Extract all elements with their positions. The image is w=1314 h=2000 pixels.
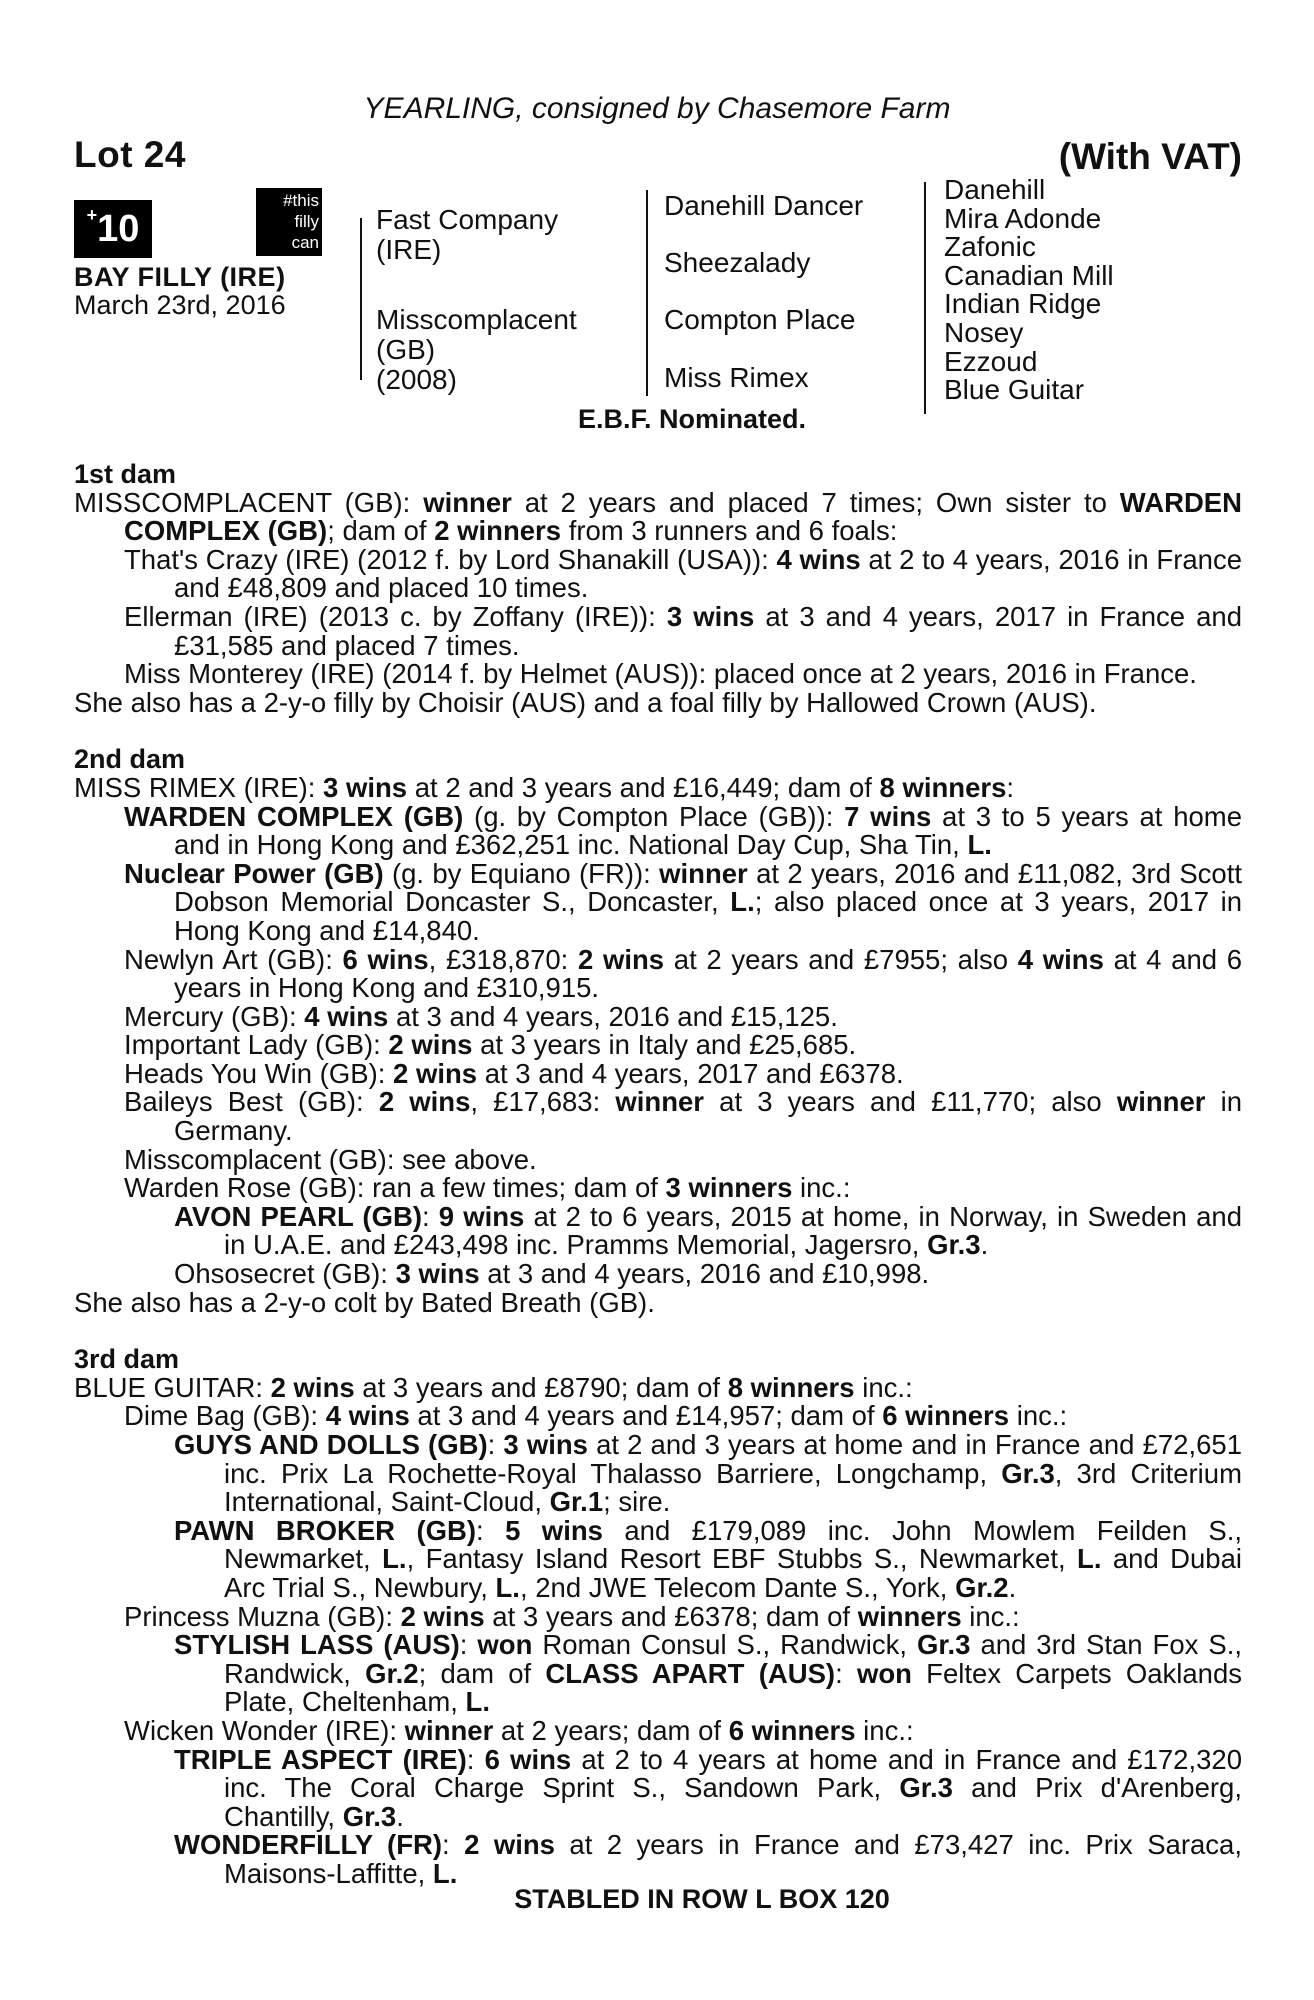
emphasis-text: STYLISH LASS (AUS): [174, 1629, 460, 1661]
emphasis-text: PAWN BROKER (GB): [174, 1514, 477, 1546]
stabling-note: STABLED IN ROW L BOX 120: [514, 1884, 890, 1914]
emphasis-text: Gr.3: [927, 1229, 981, 1261]
section-title: 2nd dam: [74, 744, 186, 775]
entry-text: at 3 years in Italy and £25,685.: [472, 1029, 857, 1061]
pedigree-gen3: Danehill Mira Adonde Zafonic Canadian Mill Indian Ridge Nosey Ezzoud Blue Guitar: [944, 174, 1114, 406]
produce-entry: [74, 1057, 1242, 1089]
entry-text: inc.:: [854, 1371, 913, 1403]
emphasis-text: 6 winners: [882, 1400, 1010, 1432]
entry-text: at 2 years in France and £73,427 inc. Prix Saraca, Maisons-Laffitte,: [224, 1829, 1242, 1889]
entry-text: She also has a 2-y-o colt by Bated Breath (GB).: [74, 1286, 655, 1318]
entry-text: at 3 years and £8790; dam of: [354, 1371, 728, 1403]
produce-entry: [74, 1631, 1242, 1717]
emphasis-text: 8 winners: [879, 771, 1007, 803]
entry-text: Wicken Wonder (IRE):: [124, 1714, 405, 1746]
entry-text: Misscomplacent (GB): see above.: [124, 1143, 537, 1175]
pedigree-gen2-1: Danehill Dancer: [664, 190, 864, 221]
emphasis-text: Nuclear Power (GB): [124, 857, 384, 889]
entry-text: at 2 years, 2016 and £11,082, 3rd Scott Dobson Memorial Doncaster S., Doncaster,: [174, 857, 1242, 918]
produce-entry: [74, 1031, 1242, 1060]
produce-entry: [74, 1000, 1242, 1032]
entry-text: :: [1006, 771, 1015, 803]
entry-text: Heads You Win (GB):: [124, 1057, 394, 1089]
plus-10-badge-icon: +10: [74, 200, 152, 258]
emphasis-text: GUYS AND DOLLS (GB): [174, 1429, 488, 1460]
emphasis-text: winner: [659, 857, 748, 889]
produce-entry: [74, 1600, 1242, 1632]
emphasis-text: 2 wins: [400, 1600, 485, 1632]
entry-text: , £17,683:: [470, 1086, 616, 1118]
emphasis-text: CLASS APART (AUS): [545, 1657, 836, 1689]
produce-entry: [74, 1431, 1242, 1517]
emphasis-text: Gr.1: [549, 1486, 604, 1518]
entry-text: at 3 and 4 years, 2016 and £15,125.: [388, 1000, 838, 1032]
produce-entry: [74, 800, 1242, 861]
emphasis-text: won: [856, 1657, 912, 1689]
pedigree-divider: [646, 190, 648, 396]
entry-text: at 3 years and £6378; dam of: [484, 1600, 858, 1632]
entry-text: at 2 years; dam of: [493, 1714, 729, 1746]
pedigree-divider: [924, 182, 926, 414]
produce-entry: [74, 486, 1243, 547]
produce-entry: [74, 686, 1242, 718]
produce-entry: [74, 1714, 1242, 1746]
entry-text: .: [1008, 1571, 1017, 1603]
entry-text: Baileys Best (GB):: [124, 1086, 379, 1118]
entry-text: :: [476, 1514, 506, 1546]
entry-text: ; also placed once at 3 years, 2017 in Hong Kong and £14,840.: [174, 886, 1242, 946]
entry-text: ; dam of: [327, 515, 435, 547]
entry-text: :: [421, 1200, 439, 1232]
entry-text: That's Crazy (IRE) (2012 f. by Lord Shanakill (USA)):: [124, 543, 777, 575]
emphasis-text: 3 wins: [503, 1429, 588, 1460]
emphasis-text: 2 wins: [577, 943, 665, 975]
produce-entry: [74, 1088, 1242, 1145]
lot-number: Lot 24: [74, 134, 186, 175]
entry-text: and Prix d'Arenberg, Chantilly,: [224, 1772, 1242, 1832]
entry-text: :: [835, 1657, 857, 1689]
produce-entry: [74, 1371, 1242, 1403]
produce-entry: [74, 543, 1243, 604]
emphasis-text: WONDERFILLY (FR): [174, 1829, 443, 1861]
entry-text: at 3 to 5 years at home and in Hong Kong and £362,251 inc. National Day Cup, Sha Tin,: [174, 800, 1242, 861]
emphasis-text: winner: [423, 486, 512, 518]
entry-text: at 2 to 4 years at home and in France and £172,320 inc. The Coral Charge Sprint S., Sandown Park,: [224, 1743, 1243, 1804]
emphasis-text: 8 winners: [727, 1371, 855, 1403]
emphasis-text: WARDEN COMPLEX (GB): [124, 486, 1243, 547]
entry-text: Princess Muzna (GB):: [124, 1600, 401, 1632]
entry-text: inc.:: [1009, 1400, 1068, 1432]
entry-text: and 3rd Stan Fox S., Randwick,: [224, 1629, 1242, 1689]
emphasis-text: won: [477, 1629, 533, 1661]
emphasis-text: 3 wins: [666, 600, 755, 632]
produce-entry: [74, 943, 1243, 1004]
entry-text: at 2 years and £7955; also: [664, 943, 1018, 975]
emphasis-text: 4 wins: [776, 543, 861, 575]
entry-text: Miss Monterey (IRE) (2014 f. by Helmet (AUS)): placed once at 2 years, 2016 in France.: [124, 658, 1197, 690]
entry-text: , Fantasy Island Resort EBF Stubbs S., Newmarket,: [406, 1543, 1078, 1575]
emphasis-text: 5 wins: [505, 1514, 603, 1546]
entry-text: at 3 and 4 years, 2017 and £6378.: [477, 1057, 904, 1089]
entry-text: (g. by Compton Place (GB)):: [463, 800, 845, 832]
emphasis-text: 6 wins: [484, 1743, 572, 1775]
emphasis-text: WARDEN COMPLEX (GB): [124, 800, 464, 832]
emphasis-text: L.: [730, 886, 755, 918]
horse-dob: March 23rd, 2016: [74, 290, 286, 320]
section-gap: [74, 717, 1242, 745]
emphasis-text: 4 wins: [325, 1400, 410, 1432]
emphasis-text: 2 winners: [434, 515, 562, 547]
produce-entry: [74, 1514, 1243, 1603]
entry-text: Dime Bag (GB):: [124, 1400, 326, 1432]
this-filly-can-badge-icon: #this filly can: [256, 188, 322, 256]
produce-entry: [74, 1174, 1242, 1203]
entry-text: and Dubai Arc Trial S., Newbury,: [224, 1543, 1243, 1603]
entry-text: MISS RIMEX (IRE):: [74, 771, 324, 803]
produce-entry: [74, 771, 1242, 803]
emphasis-text: 3 winners: [665, 1172, 793, 1204]
emphasis-text: TRIPLE ASPECT (IRE): [174, 1743, 467, 1775]
entry-text: :: [487, 1429, 504, 1460]
emphasis-text: 3 wins: [323, 771, 408, 803]
emphasis-text: 2 wins: [393, 1057, 478, 1089]
entry-text: at 4 and 6 years in Hong Kong and £310,915.: [174, 943, 1243, 1004]
emphasis-text: 3 wins: [395, 1258, 480, 1290]
produce-entry: [74, 1286, 1242, 1318]
emphasis-text: 2 wins: [270, 1371, 355, 1403]
emphasis-text: 4 wins: [1017, 943, 1104, 975]
section-title: 1st dam: [74, 459, 177, 489]
entry-text: at 3 years and £11,770; also: [704, 1086, 1117, 1118]
emphasis-text: 6 wins: [342, 943, 429, 975]
emphasis-text: 4 wins: [304, 1000, 389, 1032]
pedigree-gen2-4: Miss Rimex: [664, 362, 809, 393]
emphasis-text: Gr.2: [365, 1657, 419, 1689]
entry-text: Ellerman (IRE) (2013 c. by Zoffany (IRE)):: [124, 600, 667, 632]
entry-text: at 2 to 6 years, 2015 at home, in Norway, in Sweden and in U.A.E. and £243,498 inc. Pramms Memorial, Jagersro,: [224, 1200, 1242, 1261]
pedigree-sire: Fast Company (IRE): [376, 204, 559, 265]
pedigree-gen2-2: Sheezalady: [664, 247, 811, 278]
entry-text: ; sire.: [603, 1486, 671, 1518]
emphasis-text: 6 winners: [728, 1714, 856, 1746]
horse-sex-breed: BAY FILLY (IRE): [74, 262, 286, 292]
entry-text: :: [459, 1629, 478, 1661]
produce-record: [74, 460, 1242, 1889]
entry-text: Mercury (GB):: [124, 1000, 305, 1032]
emphasis-text: L.: [432, 1857, 458, 1889]
entry-text: , 3rd Criterium International, Saint-Cloud,: [224, 1457, 1242, 1518]
pedigree-divider: [360, 218, 362, 380]
pedigree-gen2-3: Compton Place: [664, 304, 856, 335]
entry-text: at 3 and 4 years and £14,957; dam of: [409, 1400, 883, 1432]
entry-text: ; dam of: [418, 1657, 546, 1689]
produce-entry: [74, 1743, 1243, 1832]
produce-entry: [74, 1143, 1242, 1175]
entry-text: in Germany.: [174, 1086, 1243, 1147]
entry-text: inc.:: [961, 1600, 1020, 1632]
entry-text: at 2 and 3 years and £16,449; dam of: [407, 771, 880, 803]
emphasis-text: 2 wins: [378, 1086, 471, 1118]
entry-text: She also has a 2-y-o filly by Choisir (AUS) and a foal filly by Hallowed Crown (AUS).: [74, 686, 1097, 718]
emphasis-text: Gr.3: [342, 1800, 397, 1832]
emphasis-text: winner: [404, 1714, 494, 1746]
emphasis-text: AVON PEARL (GB): [174, 1200, 422, 1232]
emphasis-text: 9 wins: [438, 1200, 525, 1232]
entry-text: MISSCOMPLACENT (GB):: [74, 486, 424, 518]
produce-entry: [74, 1260, 1242, 1289]
emphasis-text: L.: [465, 1686, 490, 1718]
emphasis-text: Gr.3: [1001, 1457, 1055, 1489]
entry-text: at 2 years and placed 7 times; Own sister to: [511, 486, 1120, 518]
entry-text: at 3 and 4 years, 2016 and £10,998.: [479, 1258, 930, 1290]
consignment-heading: YEARLING, consigned by Chasemore Farm: [363, 92, 951, 125]
entry-text: from 3 runners and 6 foals:: [561, 515, 898, 547]
emphasis-text: L.: [967, 829, 992, 861]
section-gap: [74, 1317, 1242, 1345]
emphasis-text: winner: [1116, 1086, 1206, 1118]
emphasis-text: Gr.3: [916, 1629, 971, 1661]
entry-text: at 2 and 3 years at home and in France and £72,651 inc. Prix La Rochette-Royal Thalasso Barriere, Longchamp,: [224, 1429, 1243, 1489]
entry-text: :: [442, 1829, 465, 1861]
entry-text: BLUE GUITAR:: [74, 1371, 271, 1403]
entry-text: at 3 and 4 years, 2017 in France and £31,585 and placed 7 times.: [174, 600, 1243, 661]
entry-text: at 2 to 4 years, 2016 in France and £48,809 and placed 10 times.: [174, 543, 1243, 604]
entry-text: :: [466, 1743, 485, 1775]
emphasis-text: L.: [382, 1543, 407, 1575]
produce-entry: [74, 857, 1242, 946]
entry-text: Important Lady (GB):: [124, 1029, 389, 1061]
emphasis-text: Gr.2: [955, 1571, 1009, 1603]
produce-entry: [74, 1831, 1242, 1888]
emphasis-text: 2 wins: [464, 1829, 555, 1861]
entry-text: and £179,089 inc. John Mowlem Feilden S., Newmarket,: [224, 1514, 1243, 1575]
emphasis-text: L.: [1077, 1543, 1102, 1575]
produce-entry: [74, 1200, 1242, 1261]
produce-entry: [74, 660, 1242, 689]
emphasis-text: winner: [615, 1086, 704, 1118]
entry-text: Ohsosecret (GB):: [174, 1258, 396, 1290]
entry-text: inc.:: [792, 1172, 851, 1204]
entry-text: (g. by Equiano (FR)):: [383, 857, 660, 889]
entry-text: Warden Rose (GB): ran a few times; dam of: [124, 1172, 666, 1204]
emphasis-text: 2 wins: [388, 1029, 473, 1061]
produce-entry: [74, 1402, 1242, 1431]
entry-text: .: [396, 1800, 404, 1832]
entry-text: Feltex Carpets Oaklands Plate, Cheltenham,: [224, 1657, 1242, 1718]
emphasis-text: 7 wins: [844, 800, 932, 832]
entry-text: .: [980, 1229, 989, 1261]
emphasis-text: L.: [495, 1571, 520, 1603]
emphasis-text: Gr.3: [899, 1772, 953, 1804]
section-title: 3rd dam: [74, 1344, 180, 1375]
produce-entry: [74, 600, 1243, 661]
ebf-nominated: E.B.F. Nominated.: [577, 404, 807, 434]
entry-text: Newlyn Art (GB):: [124, 943, 343, 975]
vat-label: (With VAT): [1058, 136, 1242, 177]
pedigree-dam: Misscomplacent (GB) (2008): [376, 304, 577, 395]
entry-text: inc.:: [855, 1714, 914, 1746]
emphasis-text: winners: [857, 1600, 962, 1632]
entry-text: , £318,870:: [428, 943, 578, 975]
entry-text: , 2nd JWE Telecom Dante S., York,: [519, 1571, 956, 1603]
entry-text: Roman Consul S., Randwick,: [532, 1629, 917, 1661]
